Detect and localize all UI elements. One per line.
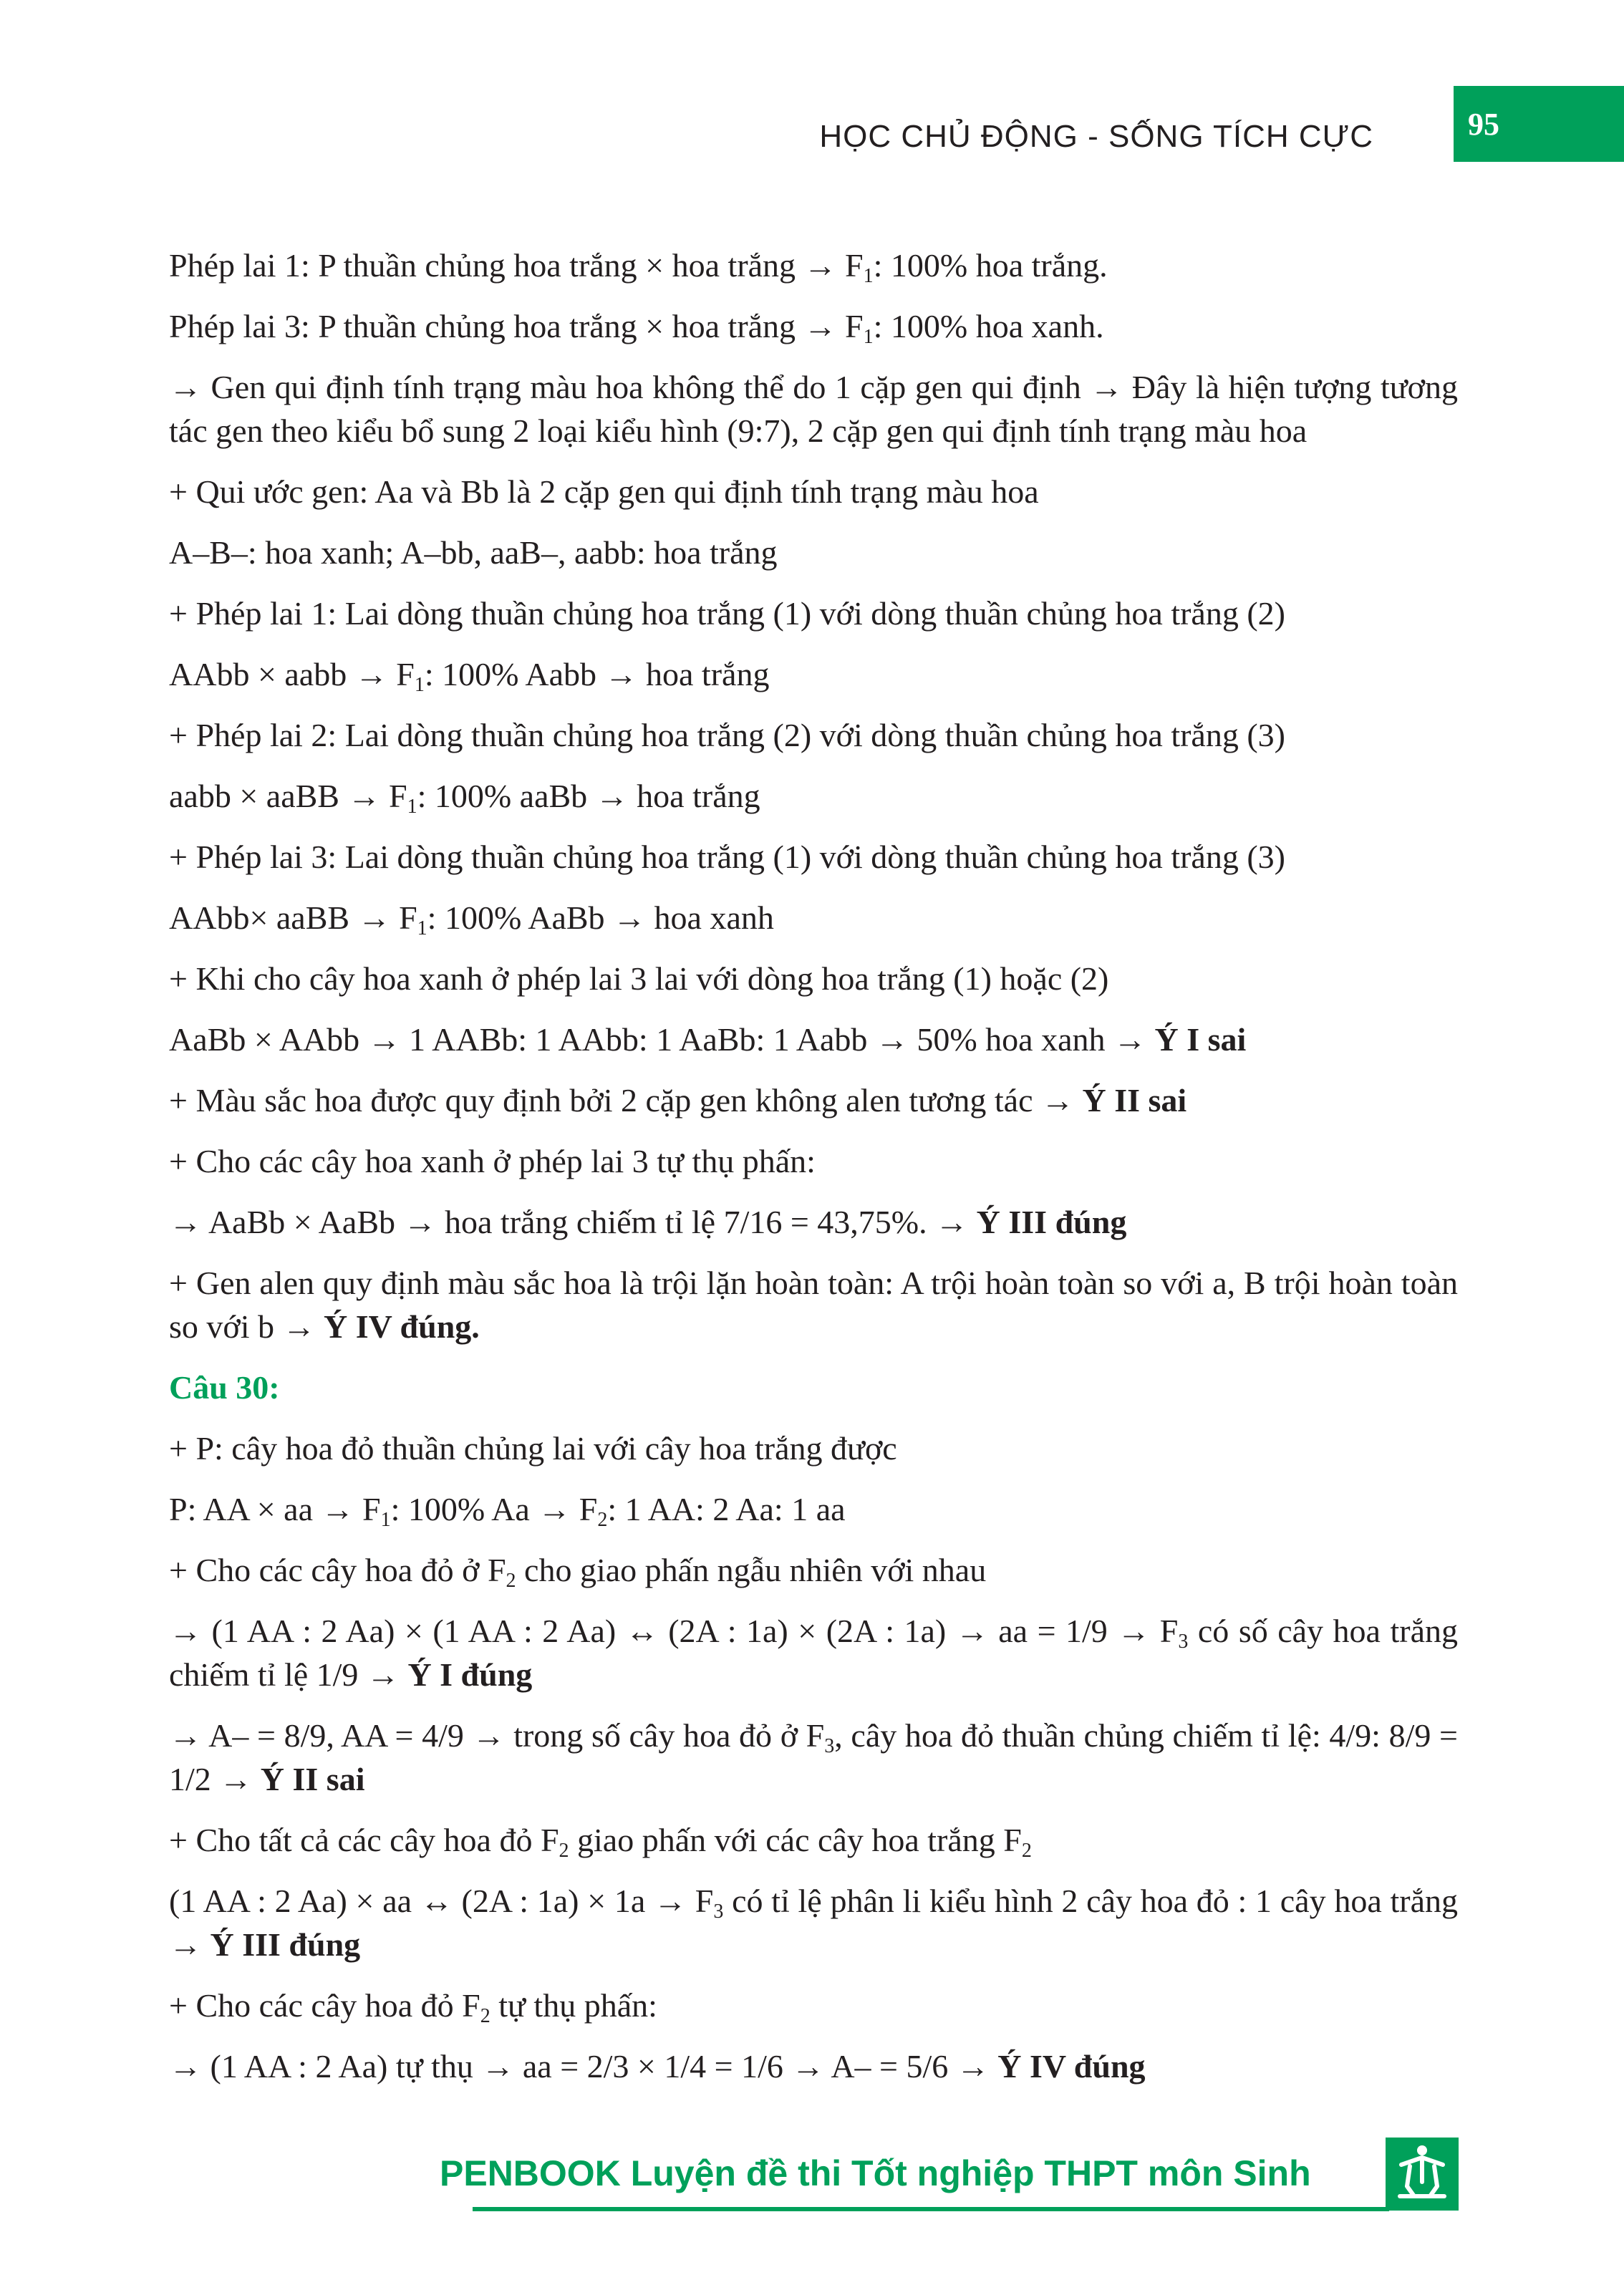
paragraph: Phép lai 3: P thuần chủng hoa trắng × hoa trắng → $F_1$: 100% hoa xanh.	[169, 308, 1104, 348]
footer-rule	[473, 2207, 1389, 2211]
paragraph: AAbb× aaBB → $F_1$: 100% AaBb → hoa xanh	[169, 899, 774, 940]
document-body	[169, 243, 1458, 2105]
paragraph: → Gen qui định tính trạng màu hoa không thể do 1 cặp gen qui định → Đây là hiện tượng tương tác gen theo kiểu bổ sung 2 loại kiểu hình (9:7), 2 cặp gen qui định tính trạng màu hoa	[169, 369, 1458, 449]
paragraph: + Phép lai 2: Lai dòng thuần chủng hoa trắng (2) với dòng thuần chủng hoa trắng (3)	[169, 717, 1285, 753]
running-header: HỌC CHỦ ĐỘNG - SỐNG TÍCH CỰC	[819, 119, 1373, 154]
penbook-logo-icon	[1386, 2138, 1459, 2211]
page-number: 95	[1468, 106, 1499, 142]
paragraph: + Phép lai 1: Lai dòng thuần chủng hoa trắng (1) với dòng thuần chủng hoa trắng (2)	[169, 595, 1285, 632]
paragraph: + Cho các cây hoa đỏ $F_2$ tự thụ phấn:	[169, 1987, 657, 2027]
paragraph: P: AA × aa → $F_1$: 100% $Aa \to F_2$: 1 AA: 2 Aa: 1 aa	[169, 1491, 846, 1531]
paragraph: aabb × aaBB → $F_1$: 100% aaBb → hoa trắng	[169, 778, 760, 818]
paragraph: → A– = 8/9, AA = 4/9 → trong số cây hoa đỏ ở $F_3$, cây hoa đỏ thuần chủng chiếm tỉ lệ: 4/9: 8/9 = 1/2 → Ý II sai	[169, 1717, 1458, 1797]
paragraph: + Cho các cây hoa đỏ ở $F_2$ cho giao phấn ngẫu nhiên với nhau	[169, 1552, 987, 1592]
paragraph: + Cho tất cả các cây hoa đỏ $F_2$ giao phấn với các cây hoa trắng $F_2$	[169, 1822, 1032, 1862]
paragraph: → AaBb × AaBb → hoa trắng chiếm tỉ lệ 7/16 = 43,75%. → Ý III đúng	[169, 1204, 1127, 1240]
paragraph: + Màu sắc hoa được quy định bởi 2 cặp gen không alen tương tác → Ý II sai	[169, 1082, 1187, 1119]
paragraph: + Cho các cây hoa xanh ở phép lai 3 tự thụ phấn:	[169, 1143, 816, 1179]
paragraph: + Khi cho cây hoa xanh ở phép lai 3 lai với dòng hoa trắng (1) hoặc (2)	[169, 960, 1109, 997]
paragraph: (1 AA : 2 Aa) × aa ↔ (2A : $1a) \times 1a \to F_3$ có tỉ lệ phân li kiểu hình 2 cây hoa đỏ : 1 cây hoa trắng → Ý III đúng	[169, 1883, 1458, 1963]
paragraph: A–B–: hoa xanh; A–bb, aaB–, aabb: hoa trắng	[169, 534, 778, 571]
paragraph: + Gen alen quy định màu sắc hoa là trội lặn hoàn toàn: A trội hoàn toàn so với a, B trội hoàn toàn so với b → Ý IV đúng.	[169, 1265, 1458, 1345]
paragraph: AaBb × AAbb → 1 AABb: 1 AAbb: 1 AaBb: 1 Aabb → 50% hoa xanh → Ý I sai	[169, 1021, 1247, 1058]
paragraph: + Qui ước gen: Aa và Bb là 2 cặp gen qui định tính trạng màu hoa	[169, 473, 1039, 510]
page-number-badge	[1454, 86, 1624, 162]
paragraph: Phép lai 1: P thuần chủng hoa trắng × hoa trắng → $F_1$: 100% hoa trắng.	[169, 247, 1108, 287]
paragraph: + P: cây hoa đỏ thuần chủng lai với cây hoa trắng được	[169, 1430, 897, 1467]
paragraph: + Phép lai 3: Lai dòng thuần chủng hoa trắng (1) với dòng thuần chủng hoa trắng (3)	[169, 839, 1285, 875]
paragraph: AAbb × aabb → $F_1$: 100% Aabb → hoa trắng	[169, 656, 770, 696]
footer-title: PENBOOK Luyện đề thi Tốt nghiệp THPT môn Sinh	[440, 2153, 1311, 2193]
paragraph: → (1 AA : 2 Aa) × (1 AA : 2 Aa) ↔ (2A : 1a) × (2A : 1a) → aa = $1/9 \to F_3$ có số cây hoa trắng chiếm tỉ lệ 1/9 → Ý I đúng	[169, 1613, 1458, 1693]
paragraph: → (1 AA : 2 Aa) tự thụ → aa = 2/3 × 1/4 = 1/6 → A– = 5/6 → Ý IV đúng	[169, 2048, 1146, 2085]
section-heading: Câu 30:	[169, 1369, 280, 1406]
penbook-logo-icon-graphic	[1386, 2138, 1459, 2211]
